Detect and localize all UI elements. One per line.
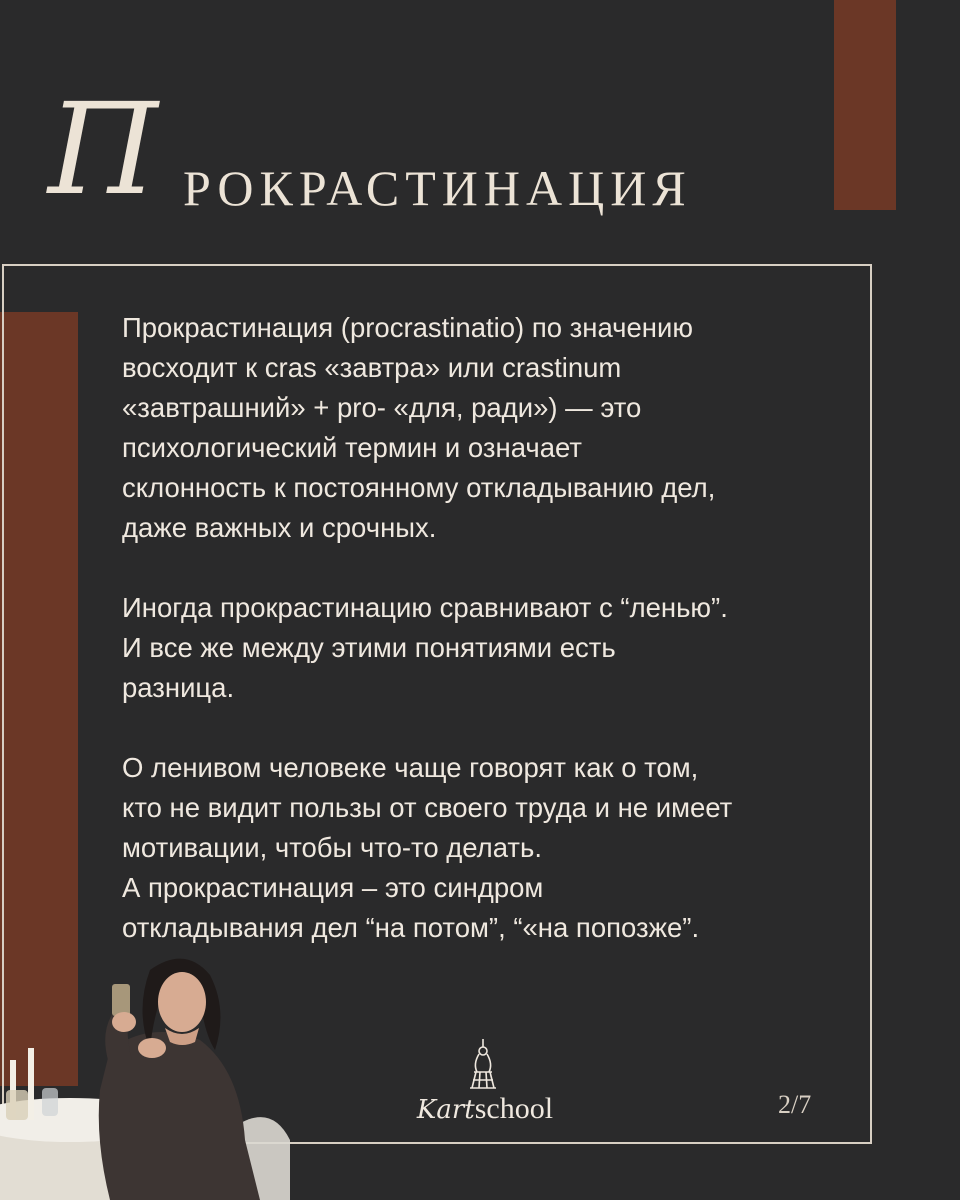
text-line: мотивации, чтобы что-то делать.: [122, 832, 542, 863]
paragraph-definition: [122, 308, 852, 548]
body-text: [122, 308, 852, 988]
paragraph-difference: [122, 748, 852, 948]
author-photo: [0, 940, 300, 1200]
text-line: кто не видит пользы от своего труда и не имеет: [122, 792, 733, 823]
brand-logo: [400, 1038, 570, 1128]
logo-wordmark-regular: school: [474, 1092, 554, 1125]
accent-bar-top: [834, 0, 896, 210]
text-line: А прокрастинация – это синдром: [122, 872, 544, 903]
text-line: откладывания дел “на потом”, “«на попозже”.: [122, 912, 700, 943]
logo-wordmark: [400, 1092, 570, 1127]
logo-tower-icon: [468, 1038, 498, 1090]
title-text: РОКРАСТИНАЦИЯ: [183, 160, 692, 216]
title-initial: П: [48, 76, 156, 223]
text-line: склонность к постоянному откладыванию дел,: [122, 472, 716, 503]
text-line: И все же между этими понятиями есть: [122, 632, 616, 663]
text-line: даже важных и срочных.: [122, 512, 437, 543]
text-line: О ленивом человеке чаще говорят как о том,: [122, 752, 699, 783]
text-line: «завтрашний» + pro- «для, ради») — это: [122, 392, 642, 423]
paragraph-comparison: [122, 588, 852, 708]
text-line: Прокрастинация (procrastinatio) по значению: [122, 312, 693, 343]
logo-wordmark-italic: Kart: [416, 1095, 475, 1125]
page-indicator: 2/7: [778, 1090, 812, 1119]
page-title: [48, 76, 838, 223]
text-line: восходит к cras «завтра» или crastinum: [122, 352, 622, 383]
text-line: разница.: [122, 672, 235, 703]
text-line: Иногда прокрастинацию сравнивают с “ленью”.: [122, 592, 728, 623]
text-line: психологический термин и означает: [122, 432, 582, 463]
